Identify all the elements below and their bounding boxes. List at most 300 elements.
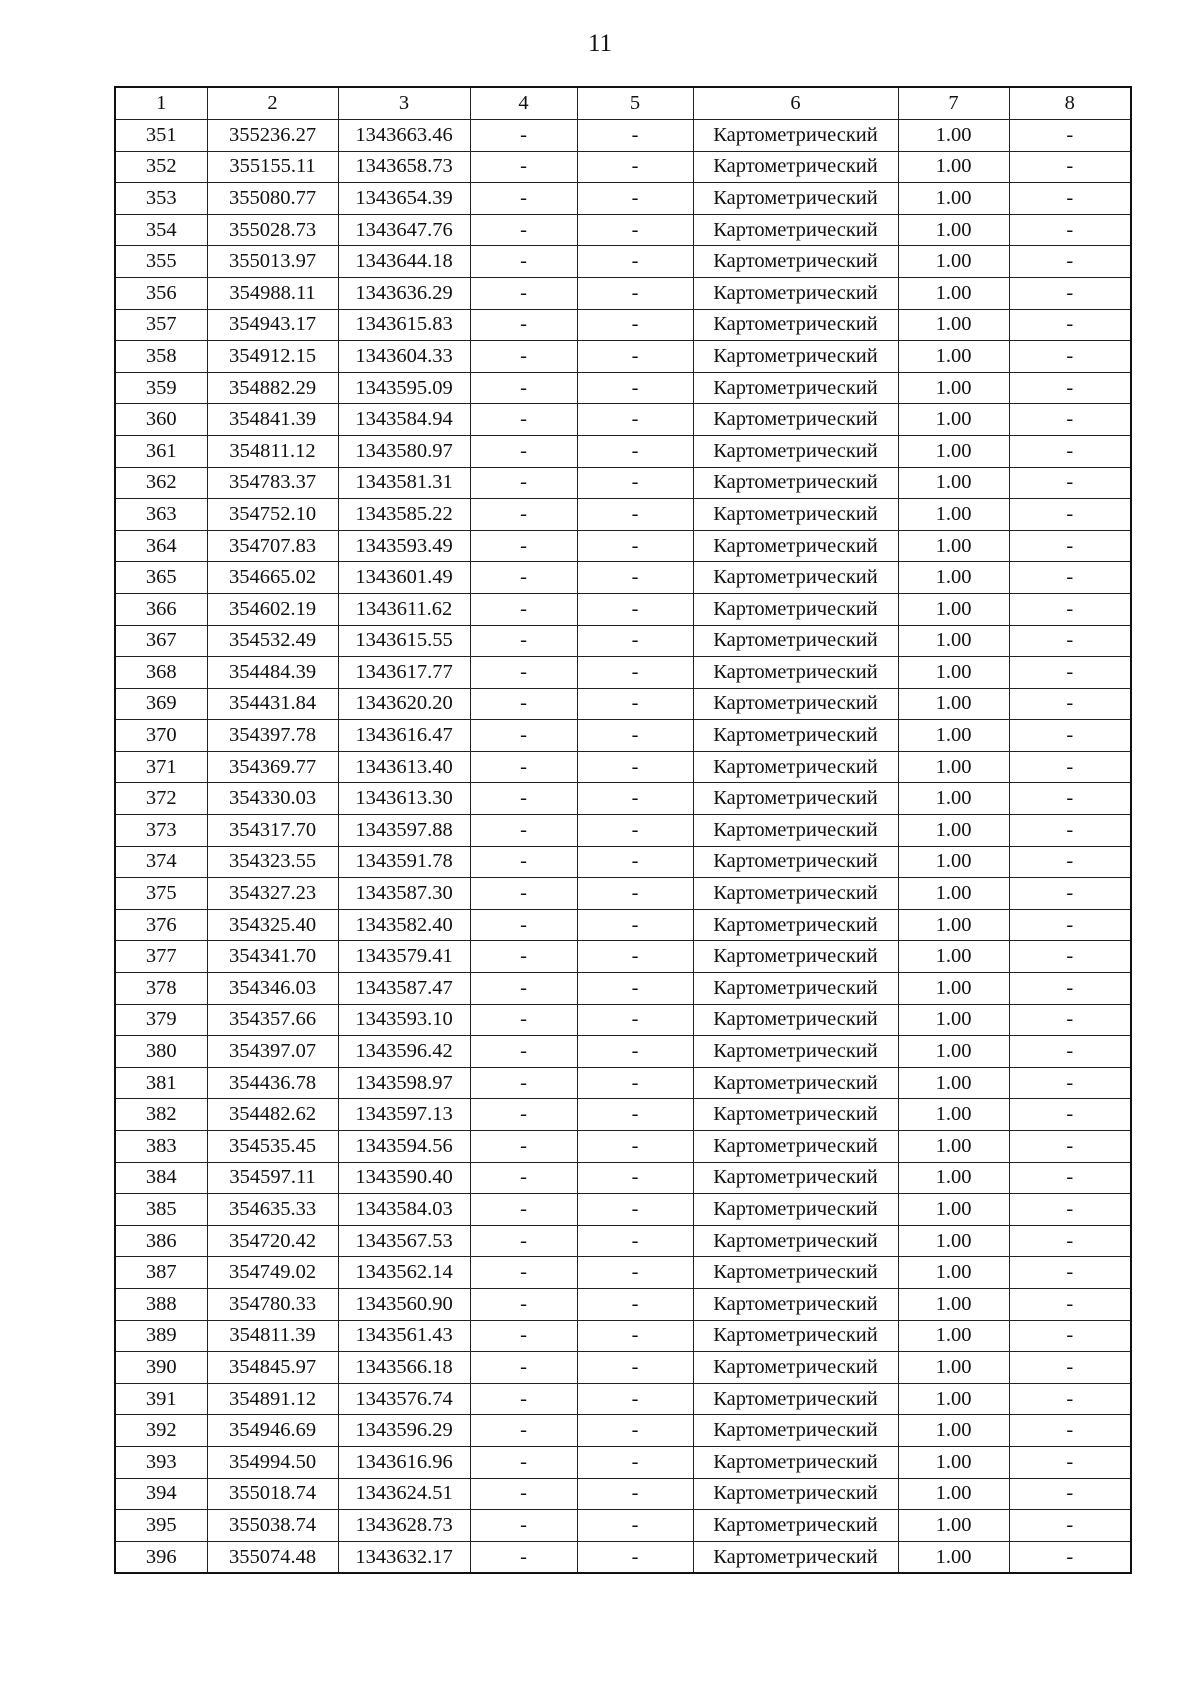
column-4-cell: -	[470, 1541, 577, 1573]
table-row	[115, 499, 1131, 531]
column-5-cell: -	[577, 815, 693, 847]
accuracy-cell: 1.00	[898, 1036, 1009, 1068]
column-5-cell: -	[577, 878, 693, 910]
accuracy-cell: 1.00	[898, 1415, 1009, 1447]
table-row	[115, 1067, 1131, 1099]
x-coordinate-cell: 355155.11	[207, 151, 338, 183]
column-header: 4	[470, 87, 577, 120]
column-4-cell: -	[470, 1478, 577, 1510]
column-8-cell: -	[1009, 214, 1131, 246]
method-cell: Картометрический	[693, 277, 898, 309]
column-5-cell: -	[577, 120, 693, 152]
column-8-cell: -	[1009, 1288, 1131, 1320]
column-8-cell: -	[1009, 909, 1131, 941]
y-coordinate-cell: 1343647.76	[338, 214, 470, 246]
method-cell: Картометрический	[693, 1446, 898, 1478]
method-cell: Картометрический	[693, 1352, 898, 1384]
column-4-cell: -	[470, 467, 577, 499]
column-4-cell: -	[470, 720, 577, 752]
column-8-cell: -	[1009, 878, 1131, 910]
y-coordinate-cell: 1343598.97	[338, 1067, 470, 1099]
column-8-cell: -	[1009, 562, 1131, 594]
y-coordinate-cell: 1343596.42	[338, 1036, 470, 1068]
accuracy-cell: 1.00	[898, 1352, 1009, 1384]
x-coordinate-cell: 354317.70	[207, 815, 338, 847]
y-coordinate-cell: 1343628.73	[338, 1510, 470, 1542]
column-8-cell: -	[1009, 973, 1131, 1005]
y-coordinate-cell: 1343579.41	[338, 941, 470, 973]
method-cell: Картометрический	[693, 1510, 898, 1542]
column-5-cell: -	[577, 151, 693, 183]
column-8-cell: -	[1009, 1541, 1131, 1573]
point-number-cell: 375	[115, 878, 207, 910]
accuracy-cell: 1.00	[898, 277, 1009, 309]
point-number-cell: 382	[115, 1099, 207, 1131]
y-coordinate-cell: 1343584.03	[338, 1194, 470, 1226]
column-5-cell: -	[577, 1446, 693, 1478]
table-row	[115, 562, 1131, 594]
x-coordinate-cell: 354780.33	[207, 1288, 338, 1320]
column-header: 2	[207, 87, 338, 120]
table-row	[115, 1257, 1131, 1289]
column-4-cell: -	[470, 1352, 577, 1384]
column-4-cell: -	[470, 1162, 577, 1194]
x-coordinate-cell: 354482.62	[207, 1099, 338, 1131]
method-cell: Картометрический	[693, 1478, 898, 1510]
accuracy-cell: 1.00	[898, 783, 1009, 815]
y-coordinate-cell: 1343584.94	[338, 404, 470, 436]
point-number-cell: 353	[115, 183, 207, 215]
method-cell: Картометрический	[693, 372, 898, 404]
column-4-cell: -	[470, 530, 577, 562]
accuracy-cell: 1.00	[898, 246, 1009, 278]
x-coordinate-cell: 354346.03	[207, 973, 338, 1005]
table-row	[115, 246, 1131, 278]
x-coordinate-cell: 354323.55	[207, 846, 338, 878]
accuracy-cell: 1.00	[898, 214, 1009, 246]
accuracy-cell: 1.00	[898, 435, 1009, 467]
method-cell: Картометрический	[693, 1257, 898, 1289]
column-5-cell: -	[577, 657, 693, 689]
column-5-cell: -	[577, 909, 693, 941]
column-5-cell: -	[577, 783, 693, 815]
method-cell: Картометрический	[693, 688, 898, 720]
column-4-cell: -	[470, 1004, 577, 1036]
y-coordinate-cell: 1343590.40	[338, 1162, 470, 1194]
x-coordinate-cell: 354330.03	[207, 783, 338, 815]
point-number-cell: 380	[115, 1036, 207, 1068]
column-8-cell: -	[1009, 1004, 1131, 1036]
table-row	[115, 530, 1131, 562]
column-4-cell: -	[470, 499, 577, 531]
column-5-cell: -	[577, 941, 693, 973]
x-coordinate-cell: 354357.66	[207, 1004, 338, 1036]
x-coordinate-cell: 355028.73	[207, 214, 338, 246]
column-4-cell: -	[470, 404, 577, 436]
x-coordinate-cell: 355074.48	[207, 1541, 338, 1573]
column-4-cell: -	[470, 372, 577, 404]
column-4-cell: -	[470, 909, 577, 941]
column-8-cell: -	[1009, 1478, 1131, 1510]
table-row	[115, 1541, 1131, 1573]
point-number-cell: 351	[115, 120, 207, 152]
y-coordinate-cell: 1343658.73	[338, 151, 470, 183]
x-coordinate-cell: 354484.39	[207, 657, 338, 689]
point-number-cell: 359	[115, 372, 207, 404]
table-row	[115, 846, 1131, 878]
x-coordinate-cell: 354436.78	[207, 1067, 338, 1099]
column-8-cell: -	[1009, 1510, 1131, 1542]
point-number-cell: 355	[115, 246, 207, 278]
table-row	[115, 467, 1131, 499]
table-row	[115, 1036, 1131, 1068]
y-coordinate-cell: 1343576.74	[338, 1383, 470, 1415]
table-row	[115, 372, 1131, 404]
accuracy-cell: 1.00	[898, 688, 1009, 720]
method-cell: Картометрический	[693, 815, 898, 847]
column-5-cell: -	[577, 1067, 693, 1099]
accuracy-cell: 1.00	[898, 941, 1009, 973]
point-number-cell: 393	[115, 1446, 207, 1478]
method-cell: Картометрический	[693, 720, 898, 752]
y-coordinate-cell: 1343611.62	[338, 593, 470, 625]
method-cell: Картометрический	[693, 1288, 898, 1320]
y-coordinate-cell: 1343616.96	[338, 1446, 470, 1478]
y-coordinate-cell: 1343604.33	[338, 341, 470, 373]
x-coordinate-cell: 354707.83	[207, 530, 338, 562]
column-8-cell: -	[1009, 151, 1131, 183]
table-row	[115, 1162, 1131, 1194]
column-8-cell: -	[1009, 815, 1131, 847]
column-5-cell: -	[577, 1036, 693, 1068]
accuracy-cell: 1.00	[898, 909, 1009, 941]
column-4-cell: -	[470, 1288, 577, 1320]
column-8-cell: -	[1009, 499, 1131, 531]
column-5-cell: -	[577, 1352, 693, 1384]
y-coordinate-cell: 1343567.53	[338, 1225, 470, 1257]
table-row	[115, 214, 1131, 246]
column-5-cell: -	[577, 973, 693, 1005]
y-coordinate-cell: 1343613.40	[338, 751, 470, 783]
point-number-cell: 385	[115, 1194, 207, 1226]
accuracy-cell: 1.00	[898, 1288, 1009, 1320]
column-5-cell: -	[577, 1162, 693, 1194]
accuracy-cell: 1.00	[898, 530, 1009, 562]
column-4-cell: -	[470, 593, 577, 625]
column-4-cell: -	[470, 878, 577, 910]
x-coordinate-cell: 354783.37	[207, 467, 338, 499]
page-number: 11	[587, 30, 613, 57]
x-coordinate-cell: 354535.45	[207, 1131, 338, 1163]
column-4-cell: -	[470, 1194, 577, 1226]
column-5-cell: -	[577, 277, 693, 309]
point-number-cell: 360	[115, 404, 207, 436]
column-8-cell: -	[1009, 1194, 1131, 1226]
y-coordinate-cell: 1343597.13	[338, 1099, 470, 1131]
table-row	[115, 625, 1131, 657]
column-8-cell: -	[1009, 1257, 1131, 1289]
accuracy-cell: 1.00	[898, 815, 1009, 847]
column-8-cell: -	[1009, 688, 1131, 720]
column-4-cell: -	[470, 151, 577, 183]
x-coordinate-cell: 355236.27	[207, 120, 338, 152]
column-header: 7	[898, 87, 1009, 120]
column-4-cell: -	[470, 120, 577, 152]
y-coordinate-cell: 1343581.31	[338, 467, 470, 499]
y-coordinate-cell: 1343587.30	[338, 878, 470, 910]
y-coordinate-cell: 1343601.49	[338, 562, 470, 594]
column-5-cell: -	[577, 1415, 693, 1447]
point-number-cell: 386	[115, 1225, 207, 1257]
y-coordinate-cell: 1343587.47	[338, 973, 470, 1005]
point-number-cell: 377	[115, 941, 207, 973]
column-5-cell: -	[577, 1510, 693, 1542]
x-coordinate-cell: 354532.49	[207, 625, 338, 657]
method-cell: Картометрический	[693, 1225, 898, 1257]
column-5-cell: -	[577, 1194, 693, 1226]
accuracy-cell: 1.00	[898, 183, 1009, 215]
x-coordinate-cell: 354325.40	[207, 909, 338, 941]
y-coordinate-cell: 1343654.39	[338, 183, 470, 215]
column-4-cell: -	[470, 246, 577, 278]
y-coordinate-cell: 1343562.14	[338, 1257, 470, 1289]
column-4-cell: -	[470, 183, 577, 215]
accuracy-cell: 1.00	[898, 720, 1009, 752]
column-4-cell: -	[470, 1036, 577, 1068]
table-row	[115, 309, 1131, 341]
x-coordinate-cell: 354943.17	[207, 309, 338, 341]
accuracy-cell: 1.00	[898, 562, 1009, 594]
column-8-cell: -	[1009, 277, 1131, 309]
column-4-cell: -	[470, 1383, 577, 1415]
y-coordinate-cell: 1343593.10	[338, 1004, 470, 1036]
column-header: 8	[1009, 87, 1131, 120]
method-cell: Картометрический	[693, 499, 898, 531]
y-coordinate-cell: 1343632.17	[338, 1541, 470, 1573]
accuracy-cell: 1.00	[898, 1225, 1009, 1257]
column-4-cell: -	[470, 341, 577, 373]
table-row	[115, 751, 1131, 783]
method-cell: Картометрический	[693, 530, 898, 562]
column-4-cell: -	[470, 973, 577, 1005]
method-cell: Картометрический	[693, 657, 898, 689]
column-4-cell: -	[470, 815, 577, 847]
point-number-cell: 383	[115, 1131, 207, 1163]
y-coordinate-cell: 1343582.40	[338, 909, 470, 941]
column-8-cell: -	[1009, 1352, 1131, 1384]
column-5-cell: -	[577, 846, 693, 878]
method-cell: Картометрический	[693, 404, 898, 436]
x-coordinate-cell: 354602.19	[207, 593, 338, 625]
table-row	[115, 688, 1131, 720]
column-8-cell: -	[1009, 309, 1131, 341]
column-8-cell: -	[1009, 372, 1131, 404]
accuracy-cell: 1.00	[898, 878, 1009, 910]
method-cell: Картометрический	[693, 878, 898, 910]
method-cell: Картометрический	[693, 973, 898, 1005]
x-coordinate-cell: 354891.12	[207, 1383, 338, 1415]
table-row	[115, 1383, 1131, 1415]
accuracy-cell: 1.00	[898, 1541, 1009, 1573]
column-8-cell: -	[1009, 246, 1131, 278]
accuracy-cell: 1.00	[898, 593, 1009, 625]
column-8-cell: -	[1009, 183, 1131, 215]
y-coordinate-cell: 1343636.29	[338, 277, 470, 309]
method-cell: Картометрический	[693, 467, 898, 499]
method-cell: Картометрический	[693, 1099, 898, 1131]
table-row	[115, 277, 1131, 309]
point-number-cell: 356	[115, 277, 207, 309]
y-coordinate-cell: 1343580.97	[338, 435, 470, 467]
table-body	[115, 120, 1131, 1574]
accuracy-cell: 1.00	[898, 751, 1009, 783]
point-number-cell: 369	[115, 688, 207, 720]
x-coordinate-cell: 354431.84	[207, 688, 338, 720]
point-number-cell: 390	[115, 1352, 207, 1384]
table-row	[115, 1415, 1131, 1447]
column-8-cell: -	[1009, 720, 1131, 752]
column-5-cell: -	[577, 593, 693, 625]
point-number-cell: 379	[115, 1004, 207, 1036]
point-number-cell: 391	[115, 1383, 207, 1415]
y-coordinate-cell: 1343644.18	[338, 246, 470, 278]
column-8-cell: -	[1009, 120, 1131, 152]
y-coordinate-cell: 1343593.49	[338, 530, 470, 562]
method-cell: Картометрический	[693, 593, 898, 625]
y-coordinate-cell: 1343595.09	[338, 372, 470, 404]
column-5-cell: -	[577, 246, 693, 278]
accuracy-cell: 1.00	[898, 404, 1009, 436]
column-4-cell: -	[470, 625, 577, 657]
point-number-cell: 378	[115, 973, 207, 1005]
point-number-cell: 367	[115, 625, 207, 657]
accuracy-cell: 1.00	[898, 1257, 1009, 1289]
x-coordinate-cell: 354811.12	[207, 435, 338, 467]
column-header: 3	[338, 87, 470, 120]
method-cell: Картометрический	[693, 120, 898, 152]
column-4-cell: -	[470, 783, 577, 815]
column-4-cell: -	[470, 688, 577, 720]
point-number-cell: 373	[115, 815, 207, 847]
point-number-cell: 389	[115, 1320, 207, 1352]
method-cell: Картометрический	[693, 562, 898, 594]
point-number-cell: 396	[115, 1541, 207, 1573]
table-row	[115, 1352, 1131, 1384]
column-8-cell: -	[1009, 1036, 1131, 1068]
column-4-cell: -	[470, 941, 577, 973]
x-coordinate-cell: 354752.10	[207, 499, 338, 531]
column-8-cell: -	[1009, 1415, 1131, 1447]
y-coordinate-cell: 1343616.47	[338, 720, 470, 752]
column-4-cell: -	[470, 309, 577, 341]
point-number-cell: 358	[115, 341, 207, 373]
column-5-cell: -	[577, 1288, 693, 1320]
accuracy-cell: 1.00	[898, 1510, 1009, 1542]
accuracy-cell: 1.00	[898, 1446, 1009, 1478]
column-4-cell: -	[470, 214, 577, 246]
accuracy-cell: 1.00	[898, 1004, 1009, 1036]
x-coordinate-cell: 354369.77	[207, 751, 338, 783]
accuracy-cell: 1.00	[898, 120, 1009, 152]
table-row	[115, 1446, 1131, 1478]
column-5-cell: -	[577, 309, 693, 341]
table-row	[115, 1320, 1131, 1352]
x-coordinate-cell: 354665.02	[207, 562, 338, 594]
column-4-cell: -	[470, 751, 577, 783]
column-8-cell: -	[1009, 341, 1131, 373]
column-4-cell: -	[470, 1446, 577, 1478]
accuracy-cell: 1.00	[898, 1320, 1009, 1352]
column-5-cell: -	[577, 467, 693, 499]
coordinates-table	[114, 86, 1132, 1574]
column-8-cell: -	[1009, 625, 1131, 657]
column-5-cell: -	[577, 1131, 693, 1163]
method-cell: Картометрический	[693, 1194, 898, 1226]
method-cell: Картометрический	[693, 909, 898, 941]
column-5-cell: -	[577, 720, 693, 752]
accuracy-cell: 1.00	[898, 1478, 1009, 1510]
column-8-cell: -	[1009, 1225, 1131, 1257]
column-5-cell: -	[577, 499, 693, 531]
column-5-cell: -	[577, 1004, 693, 1036]
y-coordinate-cell: 1343591.78	[338, 846, 470, 878]
point-number-cell: 387	[115, 1257, 207, 1289]
x-coordinate-cell: 354327.23	[207, 878, 338, 910]
column-8-cell: -	[1009, 1383, 1131, 1415]
method-cell: Картометрический	[693, 751, 898, 783]
method-cell: Картометрический	[693, 783, 898, 815]
accuracy-cell: 1.00	[898, 372, 1009, 404]
point-number-cell: 364	[115, 530, 207, 562]
method-cell: Картометрический	[693, 151, 898, 183]
y-coordinate-cell: 1343663.46	[338, 120, 470, 152]
column-5-cell: -	[577, 751, 693, 783]
column-header: 1	[115, 87, 207, 120]
method-cell: Картометрический	[693, 341, 898, 373]
method-cell: Картометрический	[693, 1036, 898, 1068]
y-coordinate-cell: 1343613.30	[338, 783, 470, 815]
x-coordinate-cell: 354882.29	[207, 372, 338, 404]
x-coordinate-cell: 354841.39	[207, 404, 338, 436]
x-coordinate-cell: 354635.33	[207, 1194, 338, 1226]
column-5-cell: -	[577, 1099, 693, 1131]
accuracy-cell: 1.00	[898, 1383, 1009, 1415]
accuracy-cell: 1.00	[898, 625, 1009, 657]
point-number-cell: 384	[115, 1162, 207, 1194]
y-coordinate-cell: 1343585.22	[338, 499, 470, 531]
column-5-cell: -	[577, 530, 693, 562]
column-8-cell: -	[1009, 783, 1131, 815]
column-8-cell: -	[1009, 1162, 1131, 1194]
accuracy-cell: 1.00	[898, 1067, 1009, 1099]
accuracy-cell: 1.00	[898, 499, 1009, 531]
point-number-cell: 363	[115, 499, 207, 531]
y-coordinate-cell: 1343624.51	[338, 1478, 470, 1510]
table-row	[115, 151, 1131, 183]
accuracy-cell: 1.00	[898, 1194, 1009, 1226]
table-row	[115, 783, 1131, 815]
column-header: 5	[577, 87, 693, 120]
method-cell: Картометрический	[693, 1320, 898, 1352]
column-header: 6	[693, 87, 898, 120]
column-5-cell: -	[577, 1478, 693, 1510]
column-4-cell: -	[470, 1067, 577, 1099]
table-row	[115, 435, 1131, 467]
point-number-cell: 370	[115, 720, 207, 752]
column-4-cell: -	[470, 1225, 577, 1257]
method-cell: Картометрический	[693, 1162, 898, 1194]
point-number-cell: 365	[115, 562, 207, 594]
